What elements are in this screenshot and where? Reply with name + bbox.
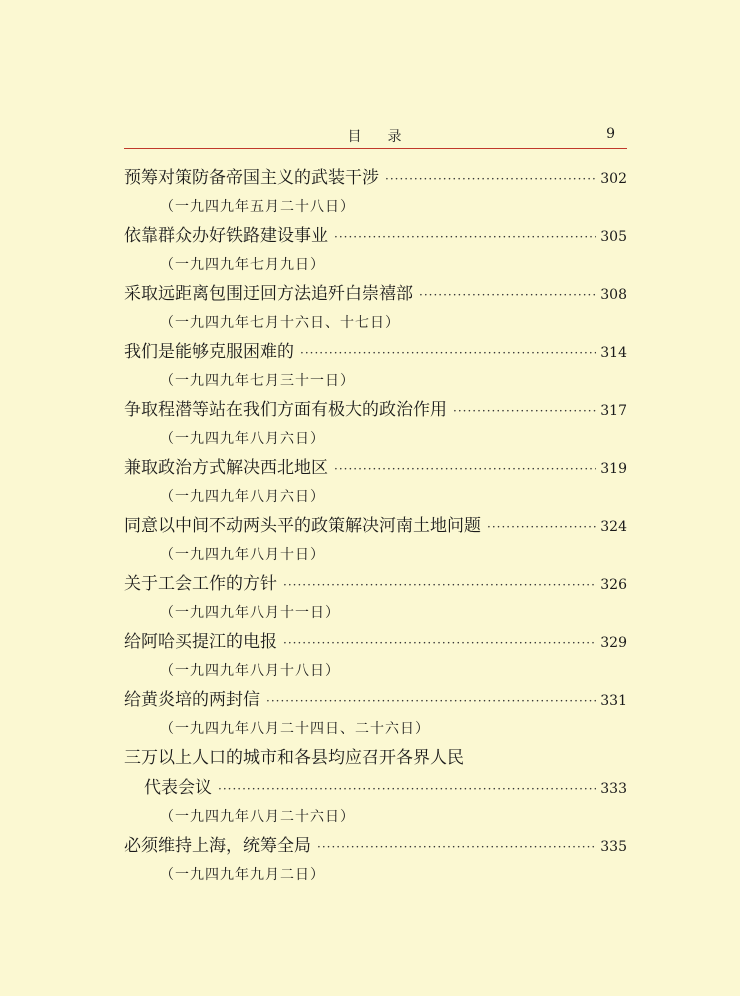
toc-entry-title: 我们是能够克服困难的 — [124, 342, 294, 362]
leader-dots — [334, 222, 596, 252]
toc-entry — [124, 831, 627, 889]
toc-entry-title: 采取远距离包围迂回方法追歼白崇禧部 — [124, 284, 413, 304]
toc-entry-title: 关于工会工作的方针 — [124, 574, 277, 594]
leader-dots — [283, 628, 596, 658]
page-number: 9 — [606, 126, 615, 142]
toc-entry — [124, 395, 627, 453]
toc-entry-date: （一九四九年八月六日） — [160, 431, 325, 447]
toc-entry-date: （一九四九年八月二十四日、二十六日） — [160, 721, 430, 737]
header-title-char-1: 目 — [347, 129, 364, 145]
leader-dots — [453, 396, 596, 426]
header-rule — [124, 148, 627, 149]
toc-entry-page: 308 — [600, 287, 627, 303]
leader-dots — [317, 832, 596, 862]
toc-entry-date: （一九四九年九月二日） — [160, 867, 325, 883]
running-header — [124, 124, 627, 148]
toc-entry-date: （一九四九年八月十八日） — [160, 663, 340, 679]
toc-entry — [124, 569, 627, 627]
toc-entry-page: 314 — [600, 345, 627, 361]
toc-entry-date: （一九四九年七月十六日、十七日） — [160, 315, 400, 331]
toc-entry-page: 324 — [600, 519, 627, 535]
toc-entry-title: 依靠群众办好铁路建设事业 — [124, 226, 328, 246]
toc-entry — [124, 337, 627, 395]
toc-entry — [124, 221, 627, 279]
leader-dots — [283, 570, 596, 600]
toc-entry-title: 争取程潜等站在我们方面有极大的政治作用 — [124, 400, 447, 420]
toc-entry-title: 同意以中间不动两头平的政策解决河南土地问题 — [124, 516, 481, 536]
toc-entry-date: （一九四九年七月九日） — [160, 257, 325, 273]
header-title — [124, 126, 627, 146]
toc-entry-page: 319 — [600, 461, 627, 477]
table-of-contents — [124, 163, 627, 889]
toc-entry-title-line1: 三万以上人口的城市和各县均应召开各界人民 — [124, 748, 464, 768]
leader-dots — [334, 454, 596, 484]
header-title-char-2: 录 — [387, 129, 404, 145]
toc-entry-date: （一九四九年八月二十六日） — [160, 809, 355, 825]
toc-entry — [124, 743, 627, 831]
toc-entry — [124, 627, 627, 685]
toc-entry-date: （一九四九年七月三十一日） — [160, 373, 355, 389]
toc-entry — [124, 453, 627, 511]
leader-dots — [218, 774, 596, 804]
toc-entry-date: （一九四九年八月十一日） — [160, 605, 340, 621]
toc-entry-title: 给阿哈买提江的电报 — [124, 632, 277, 652]
toc-entry-page: 305 — [600, 229, 627, 245]
toc-entry-title: 兼取政治方式解决西北地区 — [124, 458, 328, 478]
leader-dots — [419, 280, 596, 310]
toc-entry-page: 329 — [600, 635, 627, 651]
toc-entry-page: 335 — [600, 839, 627, 855]
toc-entry-title: 必须维持上海，统筹全局 — [124, 836, 311, 856]
toc-entry-date: （一九四九年八月十日） — [160, 547, 325, 563]
toc-entry — [124, 511, 627, 569]
toc-entry — [124, 685, 627, 743]
toc-entry-page: 302 — [600, 171, 627, 187]
toc-entry — [124, 279, 627, 337]
leader-dots — [385, 164, 596, 194]
toc-entry-date: （一九四九年五月二十八日） — [160, 199, 355, 215]
leader-dots — [300, 338, 596, 368]
toc-entry-date: （一九四九年八月六日） — [160, 489, 325, 505]
toc-entry-title: 给黄炎培的两封信 — [124, 690, 260, 710]
toc-entry — [124, 163, 627, 221]
toc-entry-page: 326 — [600, 577, 627, 593]
toc-entry-page: 331 — [600, 693, 627, 709]
toc-entry-title-line2: 代表会议 — [144, 778, 212, 798]
toc-entry-page: 333 — [600, 781, 627, 797]
leader-dots — [487, 512, 596, 542]
toc-entry-page: 317 — [600, 403, 627, 419]
leader-dots — [266, 686, 596, 716]
toc-entry-title: 预筹对策防备帝国主义的武装干涉 — [124, 168, 379, 188]
